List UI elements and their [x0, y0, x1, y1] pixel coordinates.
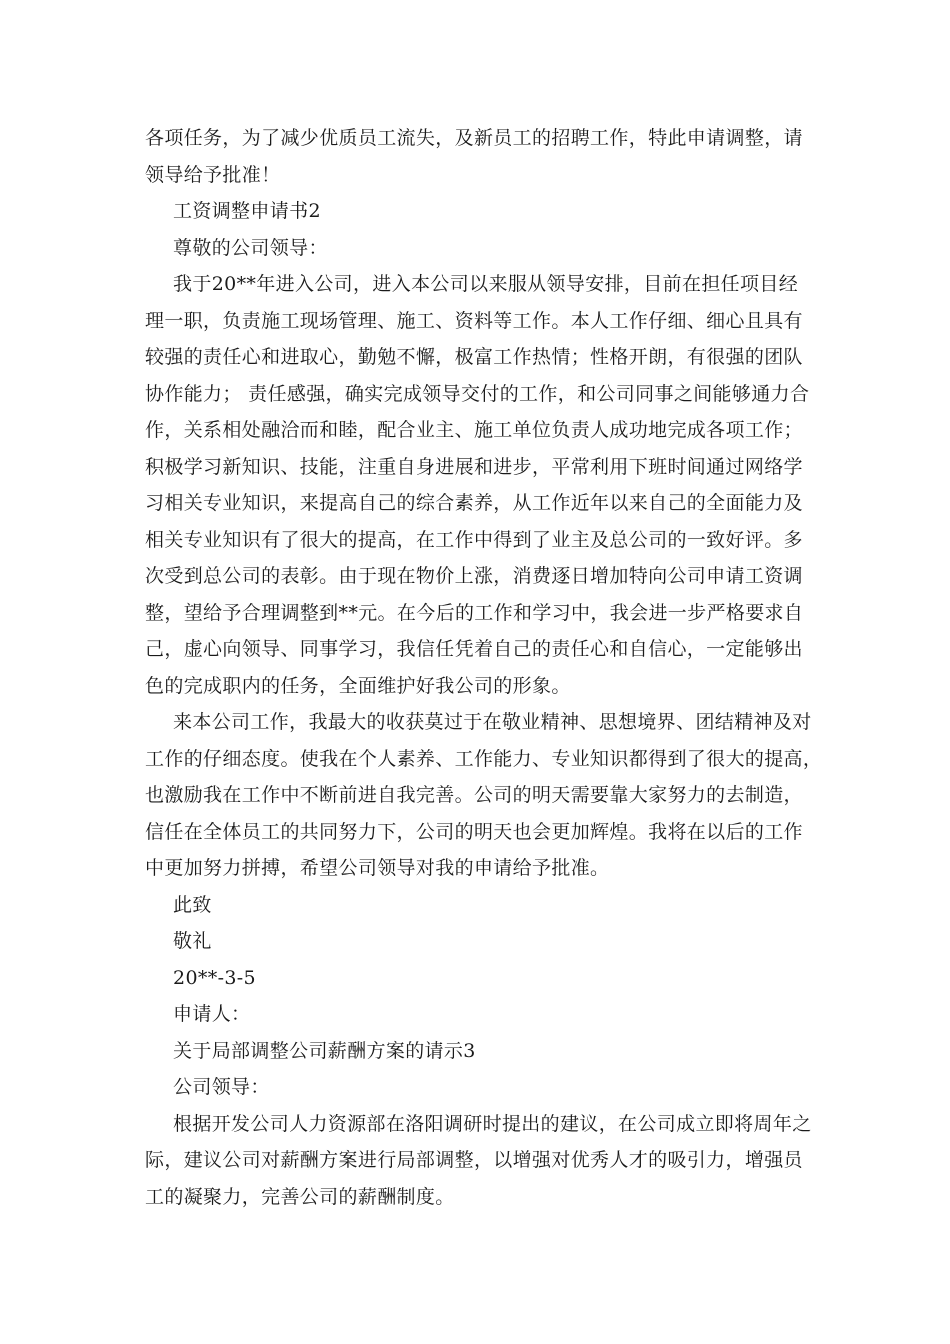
text-line: 整，望给予合理调整到**元。在今后的工作和学习中，我会进一步严格要求自: [145, 601, 804, 624]
text-line: 工作的仔细态度。使我在个人素养、工作能力、专业知识都得到了很大的提高，: [145, 747, 823, 770]
text-line: 协作能力； 责任感强，确实完成领导交付的工作，和公司同事之间能够通力合: [145, 382, 810, 405]
text-line: 际，建议公司对薪酬方案进行局部调整，以增强对优秀人才的吸引力，增强员: [145, 1149, 803, 1171]
text-line: 各项任务，为了减少优质员工流失，及新员工的招聘工作，特此申请调整，请: [145, 127, 803, 149]
body-paragraph-1: [145, 266, 809, 704]
closing-line-1: 此致: [173, 893, 212, 916]
text-line: 领导给予批准！: [145, 163, 281, 186]
section-heading-3: 关于局部调整公司薪酬方案的请示3: [173, 1039, 476, 1062]
salutation-3: 公司领导：: [173, 1076, 270, 1098]
body-paragraph-2: [145, 704, 823, 887]
text-line: 色的完成职内的任务，全面维护好我公司的形象。: [145, 674, 571, 697]
text-line: 较强的责任心和进取心，勤勉不懈，极富工作热情；性格开朗，有很强的团队: [145, 346, 803, 368]
date-line: 20**-3-5: [173, 966, 256, 989]
closing-line-2: 敬礼: [173, 930, 212, 952]
salutation-2: 尊敬的公司领导：: [173, 236, 328, 259]
text-line: 相关专业知识有了很大的提高，在工作中得到了业主及总公司的一致好评。多: [145, 528, 803, 551]
text-line: 中更加努力拼搏，希望公司领导对我的申请给予批准。: [145, 857, 610, 879]
text-line: 根据开发公司人力资源部在洛阳调研时提出的建议，在公司成立即将周年之: [173, 1112, 812, 1135]
continued-paragraph: [145, 120, 809, 193]
text-line: 也激励我在工作中不断前进自我完善。公司的明天需要靠大家努力的去制造，: [145, 784, 803, 806]
body-paragraph-3: [145, 1106, 812, 1216]
applicant-line: 申请人：: [173, 1003, 251, 1025]
text-line: 积极学习新知识、技能，注重自身进展和进步，平常利用下班时间通过网络学: [145, 455, 803, 478]
text-line: 理一职，负责施工现场管理、施工、资料等工作。本人工作仔细、细心且具有: [145, 309, 803, 332]
text-line: 己，虚心向领导、同事学习，我信任凭着自己的责任心和自信心，一定能够出: [145, 638, 803, 660]
document-page: [145, 120, 823, 1215]
section-heading-2: 工资调整申请书2: [173, 200, 321, 222]
text-line: 信任在全体员工的共同努力下，公司的明天也会更加辉煌。我将在以后的工作: [145, 820, 803, 843]
text-line: 作，关系相处融洽而和睦，配合业主、施工单位负责人成功地完成各项工作；: [145, 419, 803, 441]
text-line: 工的凝聚力，完善公司的薪酬制度。: [145, 1185, 455, 1208]
text-line: 次受到总公司的表彰。由于现在物价上涨，消费逐日增加特向公司申请工资调: [145, 565, 803, 587]
text-line: 我于20**年进入公司，进入本公司以来服从领导安排，目前在担任项目经: [173, 273, 799, 295]
text-line: 习相关专业知识，来提高自己的综合素养，从工作近年以来自己的全面能力及: [145, 492, 803, 514]
text-line: 来本公司工作，我最大的收获莫过于在敬业精神、思想境界、团结精神及对: [173, 711, 812, 733]
